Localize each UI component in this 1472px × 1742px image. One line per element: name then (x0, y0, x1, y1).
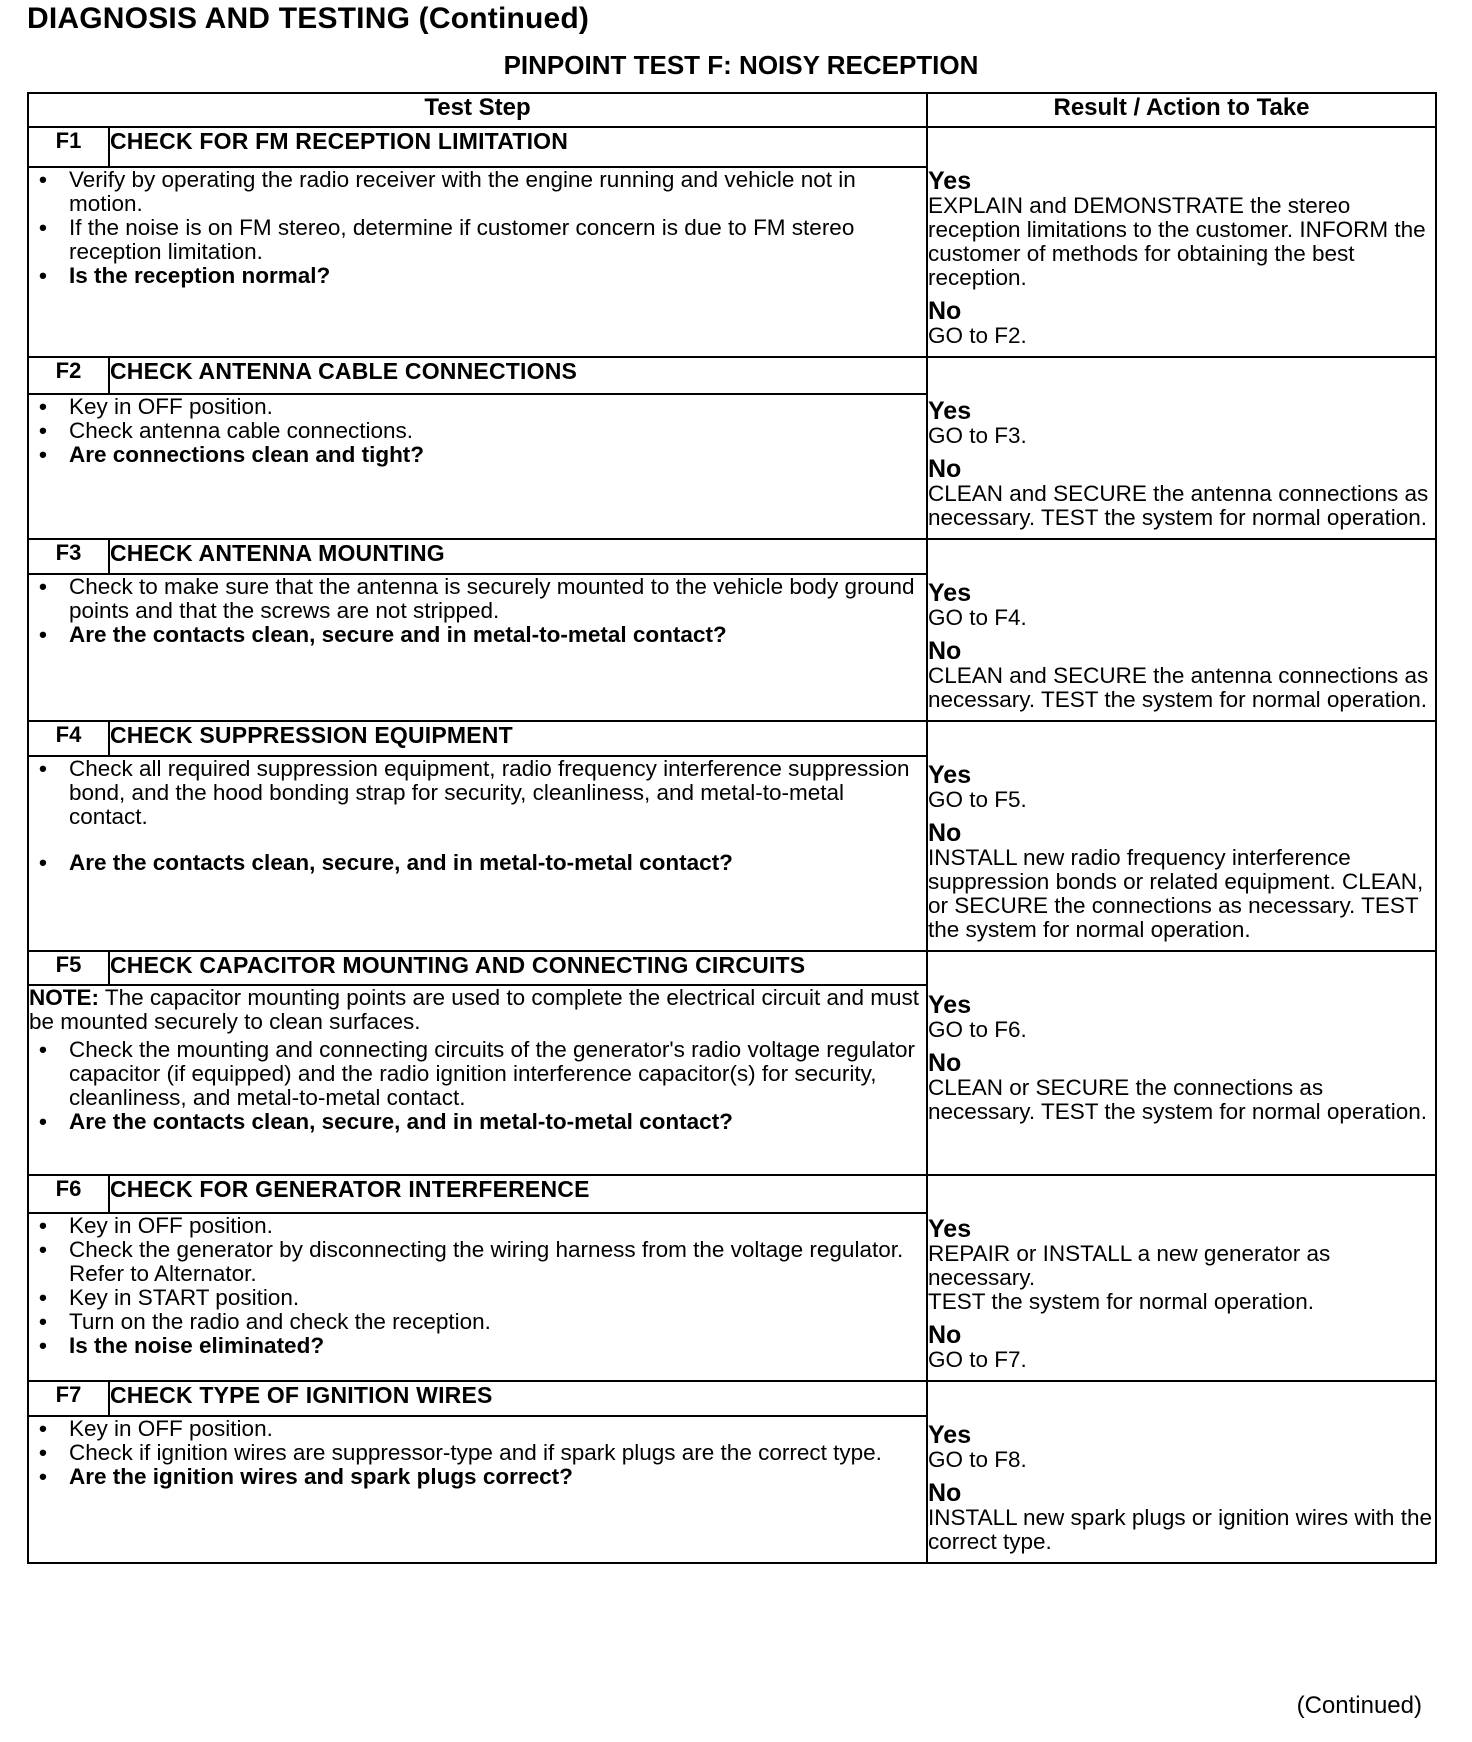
yes-action: REPAIR or INSTALL a new generator as necessary. (928, 1241, 1331, 1290)
list-item-question: • Are the contacts clean, secure, and in metal-to-metal contact? (39, 849, 733, 875)
step-heading: CHECK ANTENNA MOUNTING (109, 539, 927, 574)
page-title: DIAGNOSIS AND TESTING (Continued) (27, 2, 590, 35)
step-result (927, 721, 1436, 951)
step-body (28, 167, 927, 357)
table-header-row (28, 93, 1436, 127)
yes-action-2: TEST the system for normal operation. (928, 1289, 1314, 1314)
list-item: • Verify by operating the radio receiver with the engine running and vehicle not in motion. (39, 166, 856, 216)
step-body (28, 985, 927, 1175)
result-header: Result / Action to Take (927, 93, 1436, 127)
pinpoint-test-table (27, 92, 1437, 1564)
step-id: F7 (28, 1381, 109, 1416)
step-body (28, 1213, 927, 1381)
no-label: No (928, 455, 962, 483)
yes-action: GO to F8. (928, 1447, 1027, 1472)
yes-label: Yes (928, 167, 972, 195)
yes-action: EXPLAIN and DEMONSTRATE the stereo reception limitations to the customer. INFORM the customer of methods for obtaining the best reception. (928, 193, 1426, 290)
continued-note: (Continued) (1296, 1692, 1422, 1719)
step-body (28, 1416, 927, 1563)
step-f4 (28, 721, 1436, 951)
no-label: No (928, 819, 962, 847)
no-action: INSTALL new spark plugs or ignition wires with the correct type. (928, 1505, 1432, 1554)
step-body (28, 574, 927, 721)
no-action: CLEAN and SECURE the antenna connections as necessary. TEST the system for normal operation. (928, 663, 1429, 712)
step-heading: CHECK FOR FM RECEPTION LIMITATION (109, 127, 927, 167)
step-f3 (28, 539, 1436, 721)
step-heading: CHECK CAPACITOR MOUNTING AND CONNECTING CIRCUITS (109, 951, 927, 985)
yes-action: GO to F3. (928, 423, 1027, 448)
step-body (28, 394, 927, 539)
yes-label: Yes (928, 1215, 972, 1243)
step-id: F5 (28, 951, 109, 985)
step-f2 (28, 357, 1436, 539)
note-text: The capacitor mounting points are used to complete the electrical circuit and must be mounted securely to clean surfaces. (29, 985, 920, 1034)
step-heading: CHECK SUPPRESSION EQUIPMENT (109, 721, 927, 756)
test-step-header: Test Step (28, 93, 927, 127)
note (29, 986, 926, 1034)
list-item: • Turn on the radio and check the reception. (39, 1309, 491, 1335)
yes-action: GO to F5. (928, 787, 1027, 812)
list-item-question: • Is the reception normal? (39, 262, 331, 288)
yes-action: GO to F4. (928, 605, 1027, 630)
step-result (927, 357, 1436, 539)
step-id: F3 (28, 539, 109, 574)
yes-action: GO to F6. (928, 1017, 1027, 1042)
no-action: GO to F2. (928, 323, 1027, 348)
list-item-question: • Are the contacts clean, secure, and in metal-to-metal contact? (39, 1109, 733, 1134)
step-id: F6 (28, 1175, 109, 1213)
no-action: INSTALL new radio frequency interference suppression bonds or related equipment. CLEAN, or SECURE the connections as necessary. TEST the system for normal operation. (928, 845, 1424, 942)
list-item: • Key in START position. (39, 1285, 300, 1311)
list-item: • Check all required suppression equipment, radio frequency interference suppression bond, and the hood bonding strap for security, cleanliness, and metal-to-metal contact. (39, 755, 910, 829)
step-heading: CHECK FOR GENERATOR INTERFERENCE (109, 1175, 927, 1213)
step-body (28, 756, 927, 951)
list-item: • Key in OFF position. (39, 394, 273, 420)
list-item-question: • Are the ignition wires and spark plugs correct? (39, 1464, 573, 1490)
yes-label: Yes (928, 397, 972, 425)
no-label: No (928, 1049, 962, 1077)
no-label: No (928, 297, 962, 325)
step-result (927, 127, 1436, 357)
yes-label: Yes (928, 1421, 972, 1449)
list-item: • Key in OFF position. (39, 1213, 273, 1239)
no-label: No (928, 1321, 962, 1349)
no-action: CLEAN or SECURE the connections as necessary. TEST the system for normal operation. (928, 1075, 1427, 1124)
step-f6 (28, 1175, 1436, 1381)
list-item: • Check to make sure that the antenna is securely mounted to the vehicle body ground points and that the screws are not stripped. (39, 574, 915, 624)
step-f7 (28, 1381, 1436, 1563)
list-item-question: • Are the contacts clean, secure and in metal-to-metal contact? (39, 622, 727, 648)
list-item: • Check the mounting and connecting circuits of the generator's radio voltage regulator capacitor (if equipped) and the radio ignition interference capacitor(s) for security, cleanliness, and metal-to-metal contact. (39, 1037, 916, 1110)
step-f1 (28, 127, 1436, 357)
list-item: • Key in OFF position. (39, 1416, 273, 1442)
no-action: CLEAN and SECURE the antenna connections as necessary. TEST the system for normal operation. (928, 481, 1429, 530)
step-result (927, 539, 1436, 721)
step-result (927, 1175, 1436, 1381)
list-item-question: • Is the noise eliminated? (39, 1333, 325, 1359)
no-label: No (928, 637, 962, 665)
pinpoint-test-title: PINPOINT TEST F: NOISY RECEPTION (503, 50, 979, 80)
no-action: GO to F7. (928, 1347, 1027, 1372)
step-heading: CHECK TYPE OF IGNITION WIRES (109, 1381, 927, 1416)
list-item: • Check if ignition wires are suppressor-type and if spark plugs are the correct type. (39, 1440, 882, 1466)
yes-label: Yes (928, 579, 972, 607)
list-item: • Check the generator by disconnecting the wiring harness from the voltage regulator. Refer to Alternator. (39, 1237, 904, 1287)
step-id: F2 (28, 357, 109, 394)
yes-label: Yes (928, 761, 972, 789)
list-item-question: • Are connections clean and tight? (39, 442, 425, 468)
no-label: No (928, 1479, 962, 1507)
step-id: F4 (28, 721, 109, 756)
step-heading: CHECK ANTENNA CABLE CONNECTIONS (109, 357, 927, 394)
step-result (927, 1381, 1436, 1563)
list-item: • Check antenna cable connections. (39, 418, 413, 444)
list-item: • If the noise is on FM stereo, determine if customer concern is due to FM stereo reception limitation. (39, 214, 855, 264)
step-f5 (28, 951, 1436, 1175)
note-label: NOTE: (29, 985, 99, 1010)
step-result (927, 951, 1436, 1175)
yes-label: Yes (928, 991, 972, 1019)
step-id: F1 (28, 127, 109, 167)
